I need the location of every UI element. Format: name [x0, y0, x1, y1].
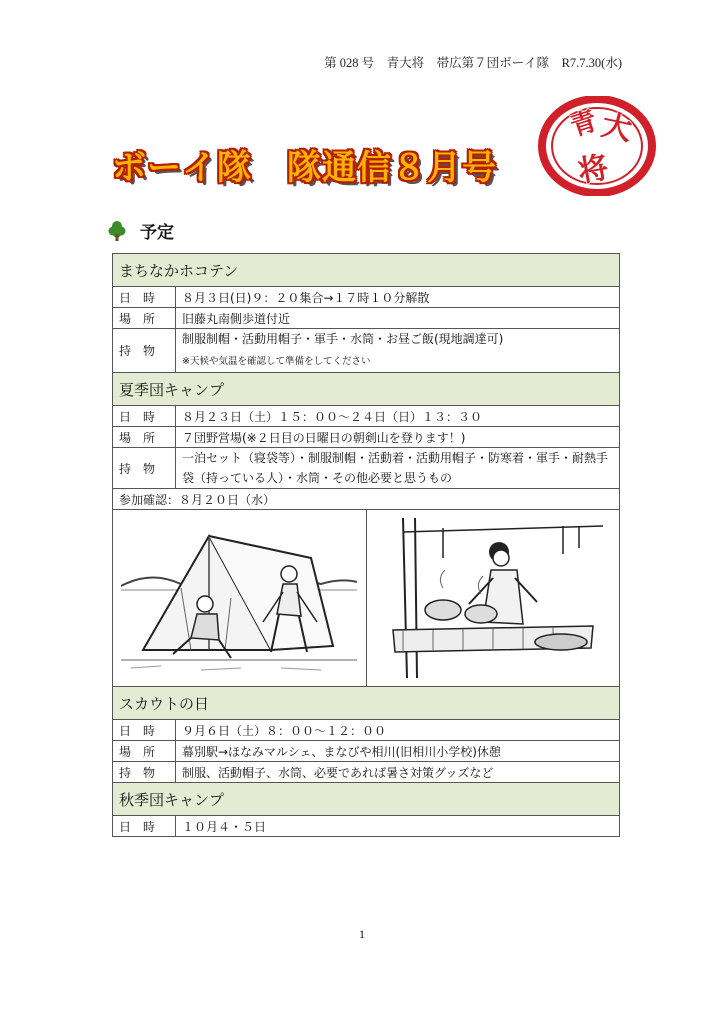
tree-icon — [108, 220, 126, 242]
table-row — [113, 741, 620, 762]
row-value: 旧藤丸南側歩道付近 — [176, 308, 620, 329]
table-row — [113, 329, 620, 373]
row-value-cell — [176, 329, 620, 373]
seal-stamp-logo — [538, 96, 656, 196]
row-label: 場所 — [113, 427, 176, 448]
row-label: 日時 — [113, 406, 176, 427]
section-title: 予定 — [140, 223, 174, 243]
event-title: 秋季団キャンプ — [113, 783, 620, 816]
row-label: 場所 — [113, 741, 176, 762]
event-title: スカウトの日 — [113, 687, 620, 720]
table-row — [113, 720, 620, 741]
row-value: ８月３日(日)９：２０集合→１７時１０分解散 — [176, 287, 620, 308]
row-value: ９月６日（土）８：００～１２：００ — [176, 720, 620, 741]
table-row — [113, 448, 620, 489]
schedule-heading — [108, 218, 174, 243]
camp-cooking-illustration — [383, 518, 603, 678]
row-value: 一泊セット（寝袋等）・制服制帽・活動着・活動用帽子・防寒着・軍手・耐熱手袋（持っている人）・水筒・その他必要と思うもの — [176, 448, 620, 489]
event-title: 夏季団キャンプ — [113, 373, 620, 406]
newsletter-title: ボーイ隊 隊通信８月号 — [112, 148, 497, 188]
row-label: 場所 — [113, 308, 176, 329]
row-value: １０月４・５日 — [176, 816, 620, 837]
page-number: 1 — [359, 927, 365, 941]
table-row — [113, 816, 620, 837]
table-row — [113, 287, 620, 308]
tent-pitching-illustration — [121, 518, 357, 678]
row-note: ※天候や気温を確認して準備をしてください — [182, 356, 371, 367]
schedule-table — [112, 253, 620, 837]
svg-text:大: 大 — [598, 107, 635, 149]
row-label: 日時 — [113, 816, 176, 837]
row-label: 日時 — [113, 287, 176, 308]
svg-text:青: 青 — [566, 106, 601, 143]
confirm-date: 参加確認：８月２０日（水） — [113, 489, 620, 510]
table-row — [113, 308, 620, 329]
event-title: まちなかホコテン — [113, 254, 620, 287]
row-label: 日時 — [113, 720, 176, 741]
table-row — [113, 427, 620, 448]
svg-text:将: 将 — [575, 150, 611, 190]
table-row — [113, 762, 620, 783]
row-label: 持物 — [113, 448, 176, 489]
row-value: 制服制帽・活動用帽子・軍手・水筒・お昼ご飯(現地調達可) — [182, 332, 504, 346]
row-label: 持物 — [113, 329, 176, 373]
row-value: ８月２３日（土）１５：００～２４日（日）１３：３０ — [176, 406, 620, 427]
row-value: 幕別駅→ほなみマルシェ、まなびや相川(旧相川小学校)休憩 — [176, 741, 620, 762]
table-row — [113, 489, 620, 510]
row-value: ７団野営場(※２日目の日曜日の朝剣山を登ります！) — [176, 427, 620, 448]
table-row — [113, 406, 620, 427]
row-value: 制服、活動帽子、水筒、必要であれば暑さ対策グッズなど — [176, 762, 620, 783]
illustration-row — [113, 510, 620, 687]
row-label: 持物 — [113, 762, 176, 783]
issue-header: 第 028 号 青大将 帯広第７団ボーイ隊 R7.7.30(水) — [324, 56, 622, 70]
